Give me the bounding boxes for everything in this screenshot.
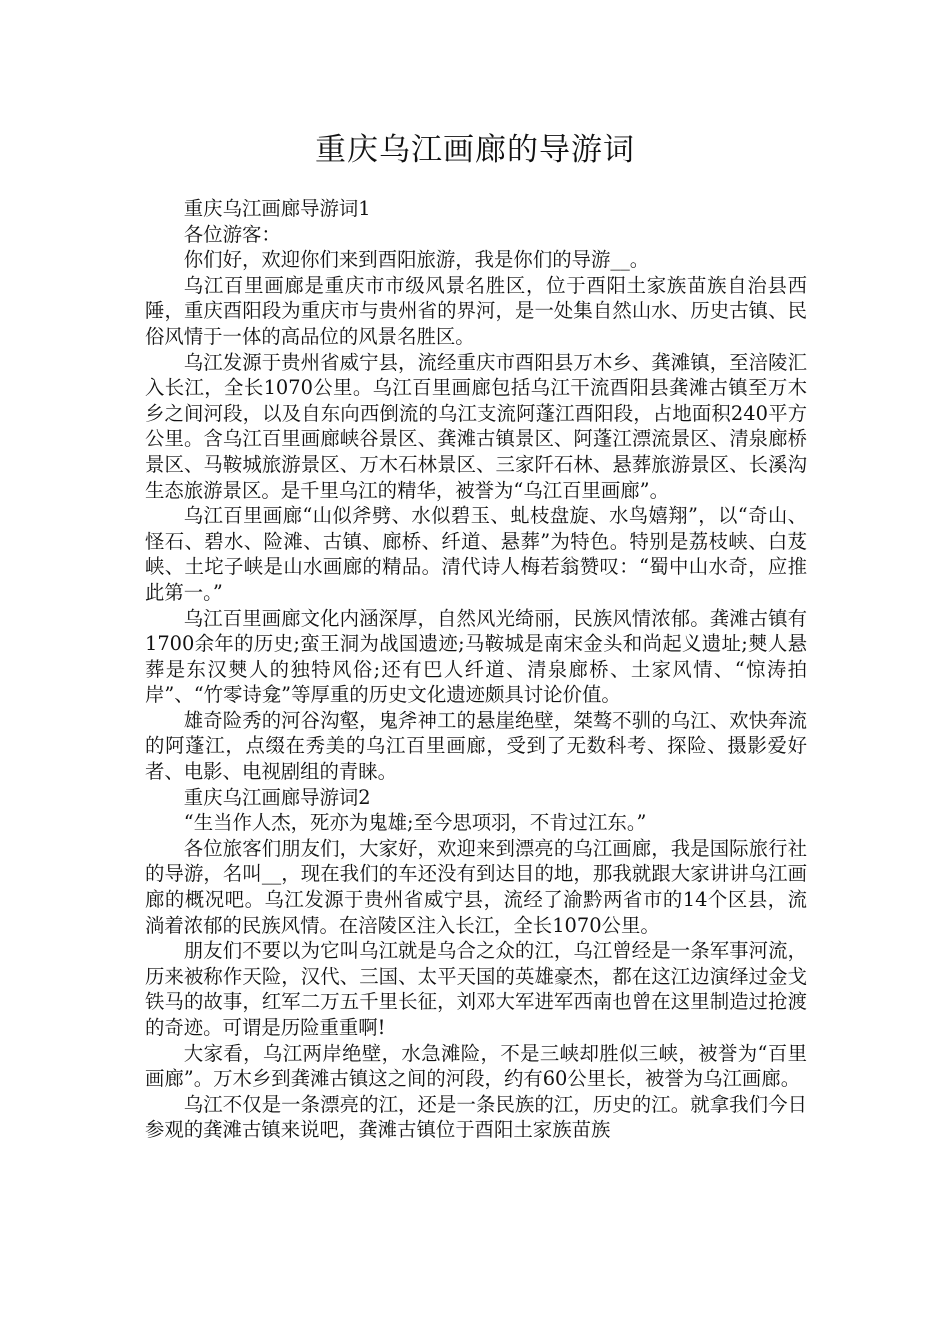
paragraph: 你们好，欢迎你们来到酉阳旅游，我是你们的导游__。: [183, 248, 650, 272]
paragraph-subtitle-1: 重庆乌江画廊导游词1: [183, 197, 371, 220]
paragraph: 乌江发源于贵州省威宁县，流经重庆市酉阳县万木乡、龚滩镇，至涪陵汇入长江，全长1070公里。乌江百里画廊包括乌江干流酉阳县龚滩古镇至万木乡之间河段，以及自东向西倒流的乌江支流阿蓬江酉阳段，占地面积240平方公里。含乌江百里画廊峡谷景区、龚滩古镇景区、阿蓬江漂流景区、清泉廊桥景区、马鞍城旅游景区、万木石林景区、三家阡石林、悬葬旅游景区、长溪沟生态旅游景区。是千里乌江的精华，被誉为“乌江百里画廊”。: [145, 350, 807, 502]
paragraph: 各位旅客们朋友们，大家好，欢迎来到漂亮的乌江画廊，我是国际旅行社的导游，名叫__，现在我们的车还没有到达目的地，那我就跟大家讲讲乌江画廊的概况吧。乌江发源于贵州省威宁县，流经了渝黔两省市的14个区县，流淌着浓郁的民族风情。在涪陵区注入长江，全长1070公里。: [145, 836, 807, 937]
paragraph-subtitle-2: 重庆乌江画廊导游词2: [183, 785, 371, 809]
paragraph: 朋友们不要以为它叫乌江就是乌合之众的江，乌江曾经是一条军事河流，历来被称作天险，汉代、三国、太平天国的英雄豪杰，都在这江边演绎过金戈铁马的故事，红军二万五千里长征，刘邓大军进军西南也曾在这里制造过抢渡的奇迹。可谓是历险重重啊!: [145, 939, 807, 1039]
paragraph-quote: “生当作人杰，死亦为鬼雄;至今思项羽，不肯过江东。”: [183, 811, 647, 835]
paragraph-greeting: 各位游客：: [183, 222, 281, 246]
paragraph: 大家看，乌江两岸绝壁，水急滩险，不是三峡却胜似三峡，被誉为“百里画廊”。万木乡到龚滩古镇这之间的河段，约有60公里长，被誉为乌江画廊。: [145, 1041, 807, 1091]
paragraph: 乌江百里画廊“山似斧劈、水似碧玉、虬枝盘旋、水鸟嬉翔”，以“奇山、怪石、碧水、险滩、古镇、廊桥、纤道、悬葬”为特色。特别是荔枝峡、白芨峡、土坨子峡是山水画廊的精品。清代诗人梅若翁赞叹：“蜀中山水奇，应推此第一。”: [145, 504, 807, 604]
paragraph: 乌江不仅是一条漂亮的江，还是一条民族的江，历史的江。就拿我们今日参观的龚滩古镇来说吧，龚滩古镇位于酉阳土家族苗族: [145, 1092, 807, 1142]
paragraph: 雄奇险秀的河谷沟壑，鬼斧神工的悬崖绝壁，桀骜不驯的乌江、欢快奔流的阿蓬江，点缀在秀美的乌江百里画廊，受到了无数科考、探险、摄影爱好者、电影、电视剧组的青睐。: [145, 708, 807, 784]
document-body: [145, 196, 807, 1143]
paragraph: 乌江百里画廊文化内涵深厚，自然风光绮丽，民族风情浓郁。龚滩古镇有1700余年的历史;蛮王洞为战国遗迹;马鞍城是南宋金头和尚起义遗址;僰人悬葬是东汉僰人的独特风俗;还有巴人纤道、清泉廊桥、土家风情、“惊涛拍岸”、“竹零诗龛”等厚重的历史文化遗迹颇具讨论价值。: [145, 606, 807, 707]
document-title: 重庆乌江画廊的导游词: [315, 132, 635, 168]
paragraph: 乌江百里画廊是重庆市市级风景名胜区，位于酉阳土家族苗族自治县西陲，重庆酉阳段为重庆市与贵州省的界河，是一处集自然山水、历史古镇、民俗风情于一体的高品位的风景名胜区。: [145, 273, 807, 348]
